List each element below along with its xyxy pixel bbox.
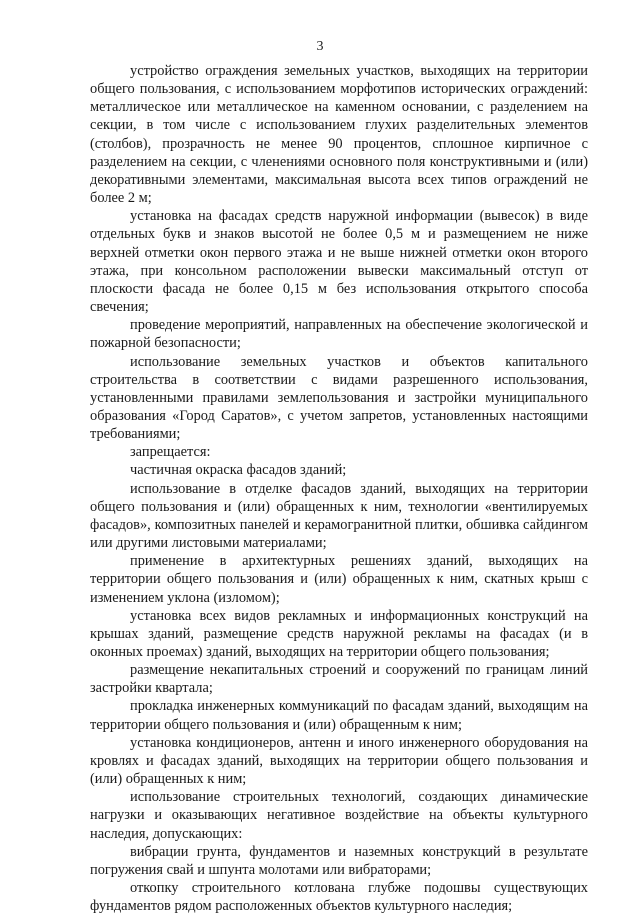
paragraph-fence-requirements: устройство ограждения земельных участков, выходящих на территории общего пользования, с использованием морфотипов исторических ограждений: металлическое или металлическое на каменном основании, с разделением на секции, в том числе с использованием глухих разделительных элементов (столбов), прозрачность не менее 90 процентов, сплошное кирпичное с разделением на секции, с членениями основного поля конструктивными и (или) декоративными элементами, максимальная высота всех типов ограждений не более 2 м; <box>90 63 588 207</box>
paragraph-construction-technologies: использование строительных технологий, создающих динамические нагрузки и оказывающих негативное воздействие на объекты культурного наследия, допускающих: <box>90 789 588 842</box>
paragraph-temporary-structures: размещение некапитальных строений и сооружений по границам линий застройки квартала; <box>90 662 588 697</box>
document-body <box>90 62 588 915</box>
paragraph-excavation-depth: откопку строительного котлована глубже подошвы существующих фундаментов рядом расположенных объектов культурного наследия; <box>90 880 588 915</box>
paragraph-facade-finishing: использование в отделке фасадов зданий, выходящих на территории общего пользования и (или) обращенных к ним, технологии «вентилируемых фасадов», композитных панелей и керамогранитной плитки, обшивка сайдингом или другими листовыми материалами; <box>90 480 588 552</box>
page-number: 3 <box>316 39 324 54</box>
paragraph-ground-vibration: вибрации грунта, фундаментов и наземных конструкций в результате погружения свай и шпунта молотами или вибраторами; <box>90 843 588 878</box>
paragraph-utility-lines: прокладка инженерных коммуникаций по фасадам зданий, выходящим на территории общего пользования и (или) обращенным к ним; <box>90 698 588 733</box>
paragraph-air-conditioners: установка кондиционеров, антенн и иного инженерного оборудования на кровлях и фасадах зданий, выходящих на территории общего пользования и (или) обращенных к ним; <box>90 734 588 788</box>
paragraph-partial-painting: частичная окраска фасадов зданий; <box>130 462 347 479</box>
paragraph-safety-measures: проведение мероприятий, направленных на обеспечение экологической и пожарной безопасности; <box>90 317 588 352</box>
paragraph-roof-advertising: установка всех видов рекламных и информационных конструкций на крышах зданий, размещение средств наружной рекламы на фасадах (и в оконных проемах) зданий, выходящих на территории общего пользования; <box>90 607 588 660</box>
paragraph-signage-requirements: установка на фасадах средств наружной информации (вывесок) в виде отдельных букв и знаков высотой не более 0,5 м и размещением не ниже верхней отметки окон первого этажа и не выше нижней отметки окон второго этажа, при консольном расположении вывески максимальный отступ от плоскости фасада не более 0,15 м без использования открытого способа свечения; <box>90 208 588 316</box>
paragraph-land-use: использование земельных участков и объектов капитального строительства в соответствии с видами разрешенного использования, установленными правилами землепользования и застройки муниципального образования «Город Саратов», с учетом запретов, установленных настоящими требованиями; <box>90 353 588 443</box>
paragraph-prohibited-heading: запрещается: <box>130 444 211 461</box>
paragraph-pitched-roofs: применение в архитектурных решениях зданий, выходящих на территории общего пользования и (или) обращенных к ним, скатных крыш с изменением уклона (изломом); <box>90 553 588 606</box>
